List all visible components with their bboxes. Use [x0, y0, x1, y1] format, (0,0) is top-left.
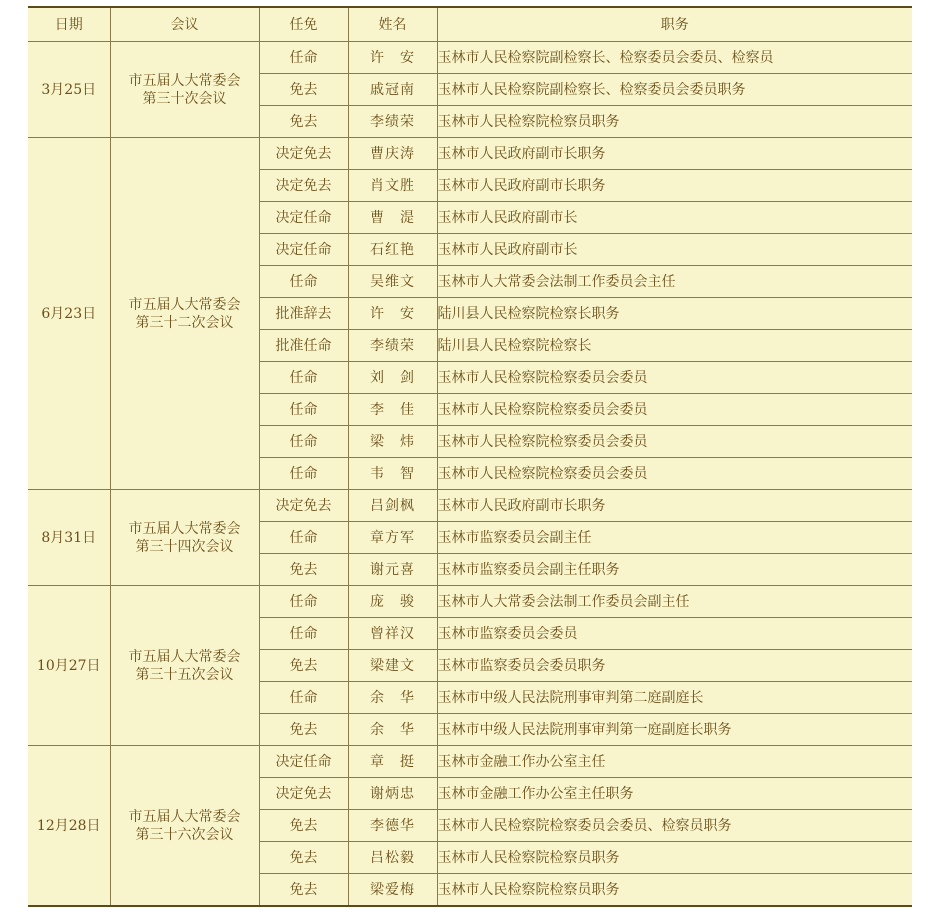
person-name: 吕剑枫	[348, 490, 437, 522]
header-post: 职务	[437, 7, 912, 42]
position-title: 玉林市人民检察院检察委员会委员	[437, 394, 912, 426]
header-name: 姓名	[348, 7, 437, 42]
position-title: 玉林市人大常委会法制工作委员会主任	[437, 266, 912, 298]
appointment-action: 任命	[259, 266, 348, 298]
position-title: 玉林市人民检察院副检察长、检察委员会委员职务	[437, 74, 912, 106]
appointment-action: 决定免去	[259, 170, 348, 202]
table-row	[28, 42, 912, 74]
person-name: 许 安	[348, 298, 437, 330]
person-name: 李 佳	[348, 394, 437, 426]
person-name: 刘 剑	[348, 362, 437, 394]
position-title: 玉林市人民检察院检察员职务	[437, 842, 912, 874]
position-title: 玉林市人民政府副市长职务	[437, 490, 912, 522]
person-name: 梁建文	[348, 650, 437, 682]
appointment-action: 决定任命	[259, 202, 348, 234]
person-name: 章方军	[348, 522, 437, 554]
position-title: 陆川县人民检察院检察长	[437, 330, 912, 362]
person-name: 谢炳忠	[348, 778, 437, 810]
person-name: 庞 骏	[348, 586, 437, 618]
appointment-action: 免去	[259, 842, 348, 874]
header-date: 日期	[28, 7, 110, 42]
meeting-name-line: 第三十五次会议	[135, 666, 234, 683]
person-name: 李绩荣	[348, 330, 437, 362]
header-row	[28, 7, 912, 42]
table-row	[28, 586, 912, 618]
appointment-action: 免去	[259, 810, 348, 842]
meeting-name-line: 市五届人大常委会	[128, 296, 241, 313]
person-name: 李绩荣	[348, 106, 437, 138]
person-name: 许 安	[348, 42, 437, 74]
person-name: 戚冠南	[348, 74, 437, 106]
appointment-action: 决定任命	[259, 746, 348, 778]
person-name: 梁爱梅	[348, 874, 437, 907]
person-name: 韦 智	[348, 458, 437, 490]
meeting-date: 10月27日	[28, 586, 110, 746]
meeting-name-line: 第三十二次会议	[135, 314, 234, 331]
appointment-action: 决定免去	[259, 138, 348, 170]
meeting-name	[110, 42, 259, 138]
meeting-name	[110, 138, 259, 490]
person-name: 余 华	[348, 682, 437, 714]
appointment-action: 批准辞去	[259, 298, 348, 330]
position-title: 玉林市中级人民法院刑事审判第二庭副庭长	[437, 682, 912, 714]
appointment-action: 决定免去	[259, 490, 348, 522]
appointment-action: 免去	[259, 874, 348, 907]
meeting-name-line: 第三十次会议	[142, 90, 227, 107]
position-title: 玉林市人民检察院检察员职务	[437, 874, 912, 907]
appointment-action: 免去	[259, 106, 348, 138]
appointment-action: 任命	[259, 618, 348, 650]
position-title: 玉林市人民政府副市长职务	[437, 138, 912, 170]
position-title: 玉林市人民政府副市长	[437, 234, 912, 266]
meeting-name	[110, 490, 259, 586]
person-name: 梁 炜	[348, 426, 437, 458]
meeting-name-line: 第三十四次会议	[135, 538, 234, 555]
person-name: 余 华	[348, 714, 437, 746]
appointment-action: 任命	[259, 42, 348, 74]
table-row	[28, 746, 912, 778]
meeting-date: 3月25日	[28, 42, 110, 138]
person-name: 曹 湜	[348, 202, 437, 234]
position-title: 玉林市人民检察院检察委员会委员	[437, 362, 912, 394]
position-title: 玉林市人民检察院检察委员会委员	[437, 458, 912, 490]
table-row	[28, 490, 912, 522]
position-title: 玉林市监察委员会委员职务	[437, 650, 912, 682]
appointment-action: 免去	[259, 554, 348, 586]
table-row	[28, 138, 912, 170]
position-title: 玉林市监察委员会副主任	[437, 522, 912, 554]
appointment-action: 任命	[259, 362, 348, 394]
appointment-action: 免去	[259, 650, 348, 682]
person-name: 吴维文	[348, 266, 437, 298]
meeting-name	[110, 586, 259, 746]
meeting-name-line: 第三十六次会议	[135, 826, 234, 843]
appointment-action: 任命	[259, 426, 348, 458]
position-title: 玉林市人民检察院检察委员会委员、检察员职务	[437, 810, 912, 842]
meeting-name-line: 市五届人大常委会	[128, 72, 241, 89]
position-title: 玉林市金融工作办公室主任职务	[437, 778, 912, 810]
appointments-table	[28, 6, 912, 907]
appointment-action: 决定任命	[259, 234, 348, 266]
meeting-name-line: 市五届人大常委会	[128, 648, 241, 665]
position-title: 玉林市人民检察院检察委员会委员	[437, 426, 912, 458]
appointment-action: 任命	[259, 682, 348, 714]
position-title: 玉林市人民政府副市长职务	[437, 170, 912, 202]
appointment-action: 任命	[259, 586, 348, 618]
meeting-date: 6月23日	[28, 138, 110, 490]
position-title: 玉林市金融工作办公室主任	[437, 746, 912, 778]
appointment-action: 决定免去	[259, 778, 348, 810]
header-action: 任免	[259, 7, 348, 42]
position-title: 玉林市中级人民法院刑事审判第一庭副庭长职务	[437, 714, 912, 746]
person-name: 曹庆涛	[348, 138, 437, 170]
appointment-action: 免去	[259, 74, 348, 106]
meeting-name-line: 市五届人大常委会	[128, 520, 241, 537]
position-title: 玉林市监察委员会委员	[437, 618, 912, 650]
position-title: 陆川县人民检察院检察长职务	[437, 298, 912, 330]
position-title: 玉林市人大常委会法制工作委员会副主任	[437, 586, 912, 618]
header-meeting: 会议	[110, 7, 259, 42]
person-name: 肖文胜	[348, 170, 437, 202]
meeting-date: 8月31日	[28, 490, 110, 586]
position-title: 玉林市人民检察院副检察长、检察委员会委员、检察员	[437, 42, 912, 74]
position-title: 玉林市人民检察院检察员职务	[437, 106, 912, 138]
meeting-date: 12月28日	[28, 746, 110, 907]
person-name: 李德华	[348, 810, 437, 842]
position-title: 玉林市人民政府副市长	[437, 202, 912, 234]
person-name: 谢元喜	[348, 554, 437, 586]
person-name: 曾祥汉	[348, 618, 437, 650]
meeting-name-line: 市五届人大常委会	[128, 808, 241, 825]
person-name: 吕松毅	[348, 842, 437, 874]
person-name: 石红艳	[348, 234, 437, 266]
position-title: 玉林市监察委员会副主任职务	[437, 554, 912, 586]
appointment-action: 任命	[259, 458, 348, 490]
appointment-action: 任命	[259, 394, 348, 426]
person-name: 章 挺	[348, 746, 437, 778]
appointment-action: 任命	[259, 522, 348, 554]
appointment-action: 批准任命	[259, 330, 348, 362]
table-body	[28, 42, 912, 907]
meeting-name	[110, 746, 259, 907]
appointment-action: 免去	[259, 714, 348, 746]
